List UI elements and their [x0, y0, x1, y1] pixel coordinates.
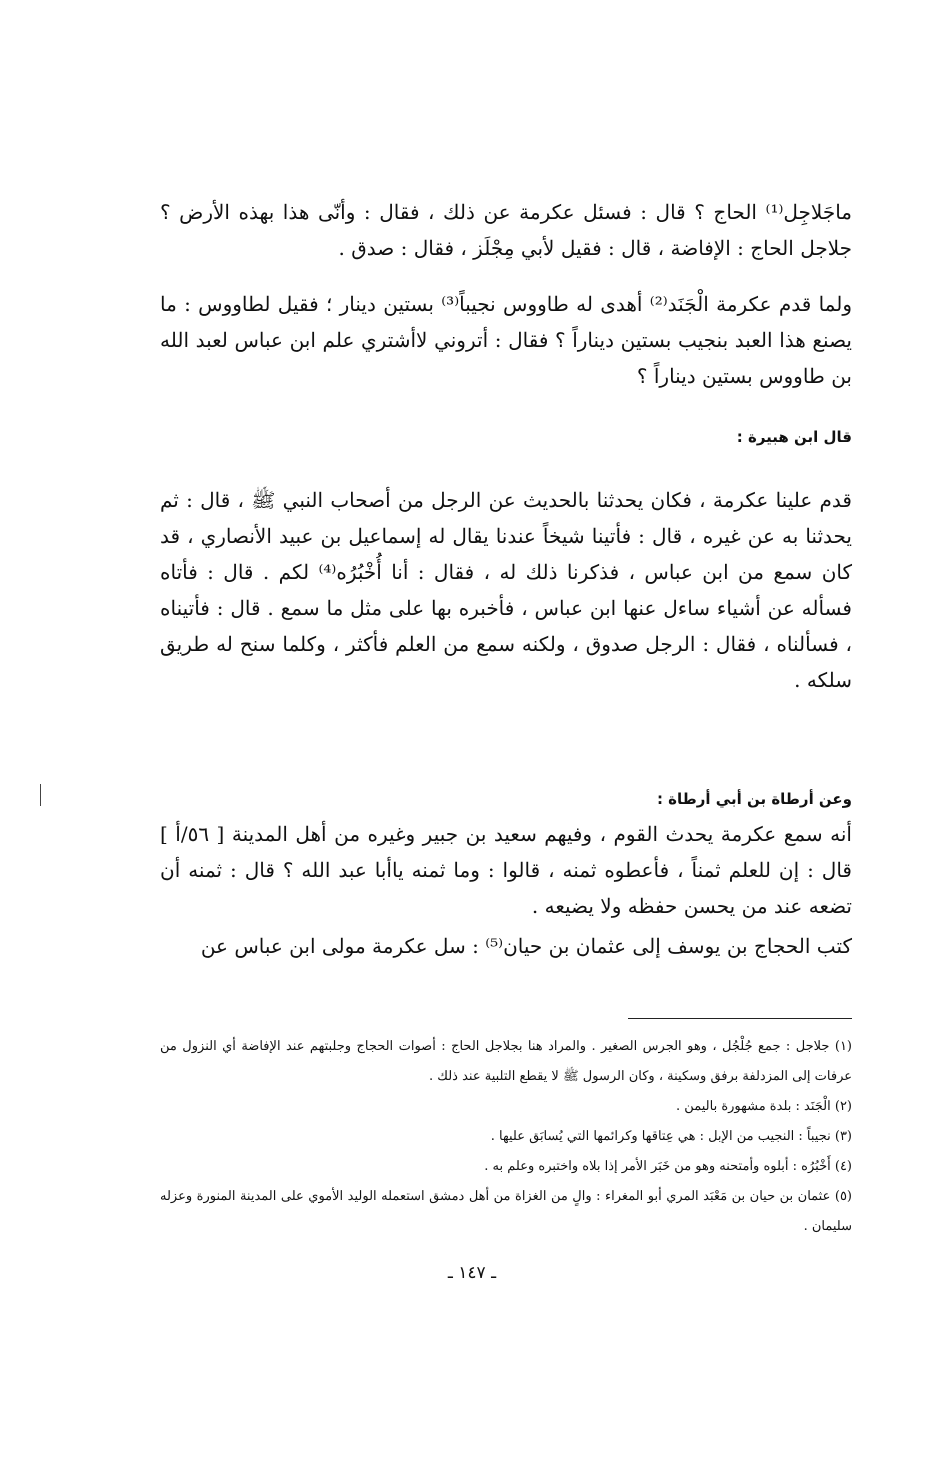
paragraph-jalajil [160, 194, 852, 266]
page-number: ـ ١٤٧ ـ [447, 1263, 497, 1283]
paragraph-tawus [160, 286, 852, 394]
footnote-4: (٤) أَخْبُرُه : أبلوه وأمتحنه وهو من خَبَر الأمر إذا بلاه واختبره وعلم به . [484, 1159, 852, 1174]
paragraph-hajjaj [160, 928, 852, 964]
paragraph-text: كتب الحجاج بن يوسف إلى عثمان بن حيان⁽⁵⁾ : سل عكرمة مولى ابن عباس عن [200, 934, 852, 958]
section-heading-artat: وعن أرطاة بن أبي أرطاة : [656, 790, 852, 808]
footnote-1: (١) جلاجل : جمع جُلْجُل ، وهو الجرس الصغير . والمراد هنا بجلاجل الحاج : أصوات الحجاج وجلبتهم عند الإفاضة أي النزول من عرفات إلى المزدلفة برفق وسكينة ، وكان الرسول ﷺ لا يقطع التلبية عند ذلك . [160, 1039, 852, 1084]
footnote-3: (٣) نجيباً : النجيب من الإبل : هي عِتاقها وكرائمها التي يُسابَق عليها . [490, 1129, 852, 1144]
paragraph-knowledge-price [160, 816, 852, 924]
paragraph-text: أنه سمع عكرمة يحدث القوم ، وفيهم سعيد بن جبير وغيره من أهل المدينة [ ٥٦/أ ] قال : إن للعلم ثمناً ، فأعطوه ثمنه ، قالوا : وما ثمنه ياأبا عبد الله ؟ قال : ثمنه أن تضعه عند من يحسن حفظه ولا يضيعه . [160, 822, 852, 918]
paragraph-text: قدم علينا عكرمة ، فكان يحدثنا بالحديث عن الرجل من أصحاب النبي ﷺ ، قال : ثم يحدثنا به عن غيره ، قال : فأتينا شيخاً عندنا يقال له إسماعيل بن عبيد الأنصاري ، قد كان سمع من ابن عباس ، فذكرنا ذلك له ، فقال : أنا أُخْبُرُه⁽⁴⁾ لكم . قال : فأتاه فسأله عن أشياء ساءل عنها ابن عباس ، فأخبره بها على مثل ما سمع . قال : فأتيناه ، فسألناه ، فقال : الرجل صدوق ، ولكنه سمع من العلم فأكثر ، وكلما سنح له طريق سلكه . [160, 488, 852, 692]
footnote-5: (٥) عثمان بن حيان بن مَعْبَد المري أبو المغراء : والٍ من الغزاة من أهل دمشق استعمله الوليد الأموي على المدينة المنورة وعزله سليمان . [160, 1189, 852, 1234]
footnote-separator [628, 1018, 852, 1019]
paragraph-text: ولما قدم عكرمة الْجَنَد⁽²⁾ أهدى له طاووس نجيباً⁽³⁾ بستين دينار ؛ فقيل لطاووس : ما يصنع هذا العبد بنجيب بستين ديناراً ؟ فقال : أتروني لاأشتري علم ابن عباس لعبد الله بن طاووس بستين ديناراً ؟ [160, 292, 852, 388]
footnotes [160, 1032, 852, 1242]
footnote-2: (٢) الْجَنَد : بلدة مشهورة باليمن . [676, 1099, 852, 1114]
section-heading-ibn-hubayra: قال ابن هبيرة : [736, 428, 852, 446]
paragraph-text: ماجَلاجِل⁽¹⁾ الحاج ؟ قال : فسئل عكرمة عن ذلك ، فقال : وأنّى هذا بهذه الأرض ؟ جلاجل الحاج : الإفاضة ، قال : فقيل لأبي مِجْلَز ، فقال : صدق . [160, 200, 852, 260]
margin-mark [40, 784, 41, 806]
paragraph-ikrima-narration [160, 482, 852, 698]
